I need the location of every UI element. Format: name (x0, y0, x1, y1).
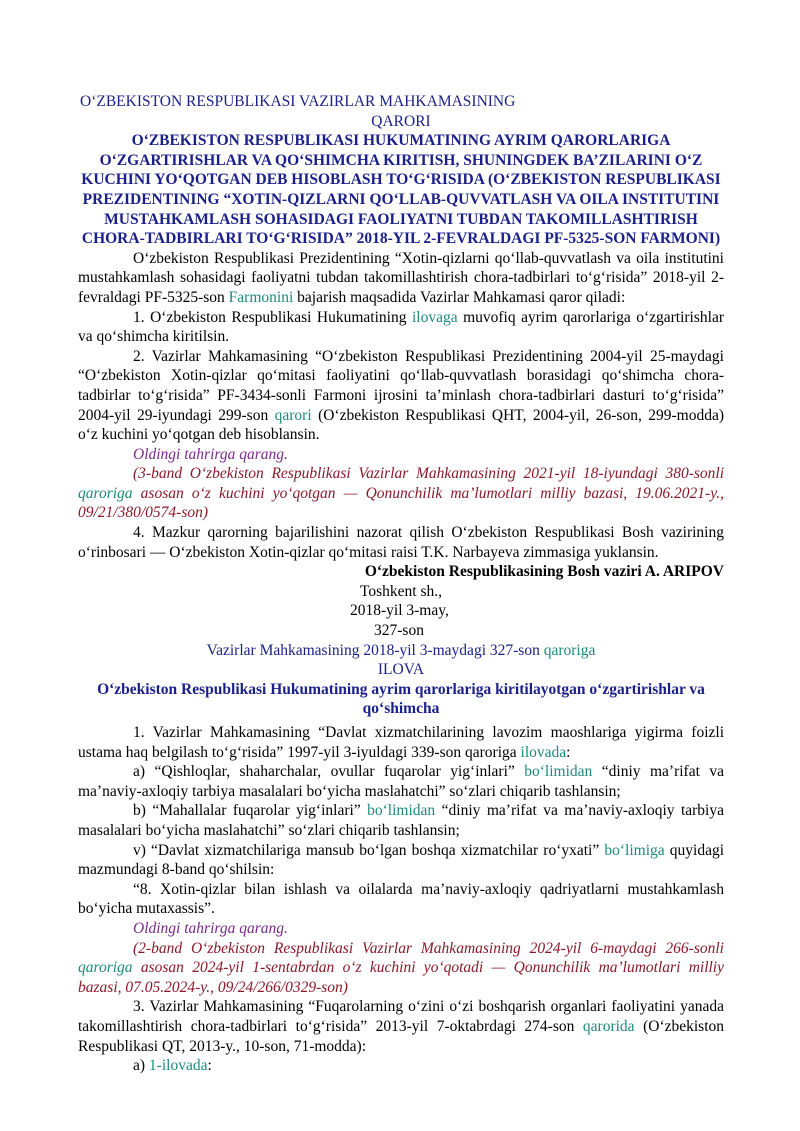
annex-repeal-note-link[interactable]: qaroriga (78, 959, 133, 977)
bolimiga-link[interactable]: bo‘limiga (604, 841, 665, 859)
annex-repeal-note-text-b: asosan 2024-yil 1-sentabrdan o‘z kuchini yo‘qotadi — Qonunchilik ma’lumotlari milliy bazasi, 07.05.2024-y., 09/24/266/0329-son) (78, 959, 724, 996)
annex-item-3-text-b: (O‘zbekiston Respublikasi QT, 2013-y., 10-son, 71-modda): (78, 1017, 725, 1055)
repeal-note (78, 464, 724, 523)
farmon-link[interactable]: Farmonini (228, 288, 294, 306)
previous-edition-note (78, 445, 724, 465)
qarori-link[interactable]: qarori (274, 406, 312, 424)
clause-1-text-b: muvofiq ayrim qarorlariga o‘zgartirishlar va qo‘shimcha kiritilsin. (78, 308, 724, 346)
annex-item-1v (78, 841, 724, 880)
bolimidan-link-b[interactable]: bo‘limidan (367, 802, 436, 820)
annex-item-1v-text-a: v) “Davlat xizmatchilariga mansub bo‘lgan boshqa xizmatchilar ro‘yxati” (133, 841, 605, 859)
previous-edition-label: Oldingi (133, 445, 185, 463)
annex-item-1b-text-b: “diniy ma’rifat va ma’naviy-axloqiy tarbiya masalalari bo‘yicha maslahatchi” so‘zlari chiqarib tashlansin; (78, 802, 724, 839)
signature-place: Toshkent sh., (360, 582, 443, 600)
annex-reference-text: Vazirlar Mahkamasining 2018-yil 3-maydagi 327-son (206, 641, 544, 659)
signature-number: 327-son (374, 622, 424, 640)
bolimidan-link-a[interactable]: bo‘limidan (524, 763, 593, 781)
annex-reference-link[interactable]: qaroriga (543, 641, 596, 659)
document-type: QARORI (371, 112, 431, 130)
ilova-1-link[interactable]: 1-ilovada (148, 1057, 208, 1075)
annex-item-3a (78, 1056, 724, 1076)
clause-2-text-a: 2. Vazirlar Mahkamasining “O‘zbekiston Respublikasi Prezidentining 2004-yil 25-maydagi “O‘zbekiston Xotin-qizlar qo‘mitasi faoliyatini qo‘llab-quvvatlash borasidagi qo‘shimcha chora-tadbirlar to‘g‘risida” PF-3434-sonli Farmoni ijrosini ta’minlash chora-tadbirlari dasturi to‘g‘risida” 2004-yil 29-iyundagi 299-son (78, 347, 724, 424)
annex-title: O‘zbekiston Respublikasi Hukumatining ayrim qarorlariga kiritilayotgan o‘zgartirishlar va qo‘shimcha (97, 680, 705, 718)
signature-line: O‘zbekiston Respublikasining Bosh vaziri A. ARIPOV (364, 563, 724, 581)
annex-previous-edition-label: Oldingi (133, 919, 185, 937)
document-title: O‘ZBEKISTON RESPUBLIKASI HUKUMATINING AYRIM QARORLARIGA O‘ZGARTIRISHLAR VA QO‘SHIMCHA KIRITISH, SHUNINGDEK BA’ZILARINI O‘Z KUCHINI YO‘QOTGAN DEB HISOBLASH TO‘G‘RISIDA (O‘ZBEKISTON RESPUBLIKASI PREZIDENTINING “XOTIN-QIZLARNI QO‘LLAB-QUVVATLASH VA OILA INSTITUTINI MUSTAHKAMLASH SOHASIDAGI FAOLIYATNI TUBDAN TAKOMILLASHTIRISH CHORA-TADBIRLARI TO‘G‘RISIDA” 2018-YIL 2-FEVRALDAGI PF-5325-SON FARMONI) (81, 132, 721, 248)
annex-item-3 (78, 997, 724, 1056)
annex-item-1b-text-a: b) “Mahallalar fuqarolar yig‘inlari” (133, 802, 368, 820)
signature-date: 2018-yil 3-may, (350, 602, 449, 620)
clause-1-text-a: 1. O‘zbekiston Respublikasi Hukumatining (133, 308, 412, 326)
ilovada-link[interactable]: ilovada (520, 743, 567, 761)
annex-item-3-text-a: 3. Vazirlar Mahkamasining “Fuqarolarning o‘zini o‘zi boshqarish organlari faoliyatini yanada takomillashtirish chora-tadbirlari to‘g‘risida” 2013-yil 7-oktabrdagi 274-son (78, 998, 724, 1035)
annex-reference (78, 641, 724, 661)
annex-link[interactable]: ilovaga (411, 308, 458, 326)
annex-repeal-note (78, 939, 724, 998)
issuer-line: O‘ZBEKISTON RESPUBLIKASI VAZIRLAR MAHKAMASINING (80, 93, 516, 110)
repeal-note-link[interactable]: qaroriga (78, 484, 133, 502)
annex-item-1a-text-a: a) “Qishloqlar, shaharchalar, ovullar fuqarolar yig‘inlari” (133, 763, 525, 781)
repeal-note-text-b: asosan o‘z kuchini yo‘qotgan — Qonunchilik ma’lumotlari milliy bazasi, 19.06.2021-y., 09/21/380/0574-son) (78, 484, 724, 522)
repeal-note-text-a: (3-band O‘zbekiston Respublikasi Vazirlar Mahkamasining 2021-yil 18-iyundagi 380-sonli (133, 465, 724, 483)
preamble-text-a: O‘zbekiston Respublikasi Prezidentining “Xotin-qizlarni qo‘llab-quvvatlash va oila institutini mustahkamlash sohasidagi faoliyatni tubdan takomillashtirish chora-tadbirlari to‘g‘risida” 2018-yil 2-fevraldagi PF-5325-son (78, 249, 724, 306)
clause-4: 4. Mazkur qarorning bajarilishini nazorat qilish O‘zbekiston Respublikasi Bosh vazirining o‘rinbosari — O‘zbekiston Xotin-qizlar qo‘mitasi raisi T.K. Narbayeva zimmasiga yuklansin. (78, 524, 724, 561)
annex-label: ILOVA (377, 661, 425, 679)
annex-item-1a-text-b: “diniy ma’rifat va ma’naviy-axloqiy tarbiya masalalari bo‘yicha maslahatchi” so‘zlari chiqarib tashlansin; (78, 763, 724, 800)
document-page (78, 92, 724, 1076)
annex-previous-edition-link[interactable]: tahrirga qarang. (184, 919, 288, 937)
clause-2 (78, 347, 724, 445)
preamble (78, 249, 724, 308)
annex-quote: “8. Xotin-qizlar bilan ishlash va oilalarda ma’naviy-axloqiy qadriyatlarni mustahkamlash bo‘yicha mutaxassis”. (78, 880, 724, 918)
annex-item-1a (78, 762, 724, 801)
preamble-text-b: bajarish maqsadida Vazirlar Mahkamasi qaror qiladi: (293, 288, 626, 306)
clause-1 (78, 308, 724, 347)
annex-item-1v-text-b: quyidagi mazmundagi 8-band qo‘shilsin: (78, 841, 725, 879)
annex-previous-edition-note (78, 919, 724, 939)
annex-repeal-note-text-a: (2-band O‘zbekiston Respublikasi Vazirlar Mahkamasining 2024-yil 6-maydagi 266-sonli (133, 939, 724, 957)
qarorida-link[interactable]: qarorida (582, 1017, 635, 1035)
annex-item-3a-text-a: a) (133, 1057, 149, 1075)
annex-item-1-text-b: : (566, 743, 571, 761)
annex-item-1 (78, 723, 724, 762)
annex-item-1-text-a: 1. Vazirlar Mahkamasining “Davlat xizmatchilarining lavozim maoshlariga yigirma foizli ustama haq belgilash to‘g‘risida” 1997-yil 3-iyuldagi 339-son qaroriga (78, 724, 724, 761)
clause-2-text-b: (O‘zbekiston Respublikasi QHT, 2004-yil, 26-son, 299-modda) o‘z kuchini yo‘qotgan deb hisoblansin. (78, 406, 724, 444)
previous-edition-link[interactable]: tahrirga qarang. (184, 445, 288, 463)
annex-item-1b (78, 801, 724, 840)
annex-item-3a-text-b: : (207, 1057, 212, 1075)
